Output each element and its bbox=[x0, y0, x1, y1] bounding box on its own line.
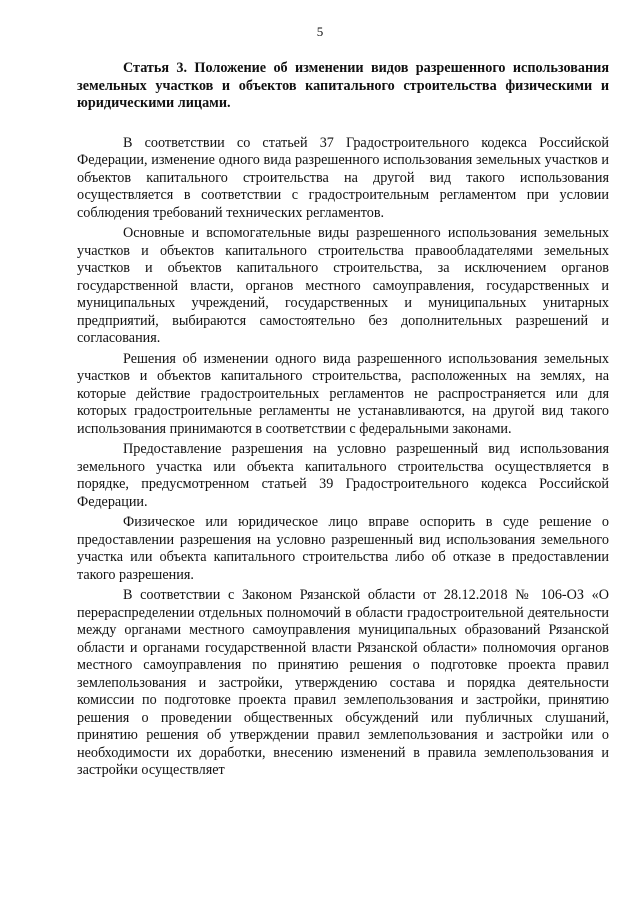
paragraph-1: В соответствии со статьей 37 Градостроительного кодекса Российской Федерации, изменение одного вида разрешенного использования земельных участков и объектов капитального строительства на другой вид такого использования осуществляется в соответствии с градостроительным регламентом при условии соблюдения требований технических регламентов. bbox=[77, 134, 609, 221]
paragraph-5: Физическое или юридическое лицо вправе оспорить в суде решение о предоставлении разрешения на условно разрешенный вид использования земельного участка или объекта капитального строительства либо об отказе в предоставлении такого разрешения. bbox=[77, 514, 609, 583]
paragraph-6: В соответствии с Законом Рязанской области от 28.12.2018 № 106-ОЗ «О перераспределении отдельных полномочий в области градостроительной деятельности между органами местного самоуправления муниципальных образований Рязанской области и органами государственной власти Рязанской области» полномочия органов местного самоуправления по принятию решения о подготовке проекта правил землепользования и застройки, утверждению состава и порядка деятельности комиссии по подготовке проекта правил землепользования и застройки, принятию решения о проведении общественных обсуждений или публичных слушаний, принятию решения об утверждении правил землепользования и застройки или о необходимости их доработки, внесению изменений в правила землепользования и застройки осуществляет bbox=[77, 587, 609, 778]
paragraph-2: Основные и вспомогательные виды разрешенного использования земельных участков и объектов капитального строительства правообладателями земельных участков и объектов капитального строительства, за исключением органов государственной власти, органов местного самоуправления, государственных и муниципальных учреждений, государственных и муниципальных унитарных предприятий, выбираются самостоятельно без дополнительных разрешений и согласования. bbox=[77, 225, 609, 346]
paragraph-3: Решения об изменении одного вида разрешенного использования земельных участков и объектов капитального строительства, расположенных на землях, на которые действие градостроительных регламентов не распространяется или для которых градостроительные регламенты не устанавливаются, на другой вид такого использования принимаются в соответствии с федеральными законами. bbox=[77, 350, 609, 437]
article-title: Статья 3. Положение об изменении видов разрешенного использования земельных участков и объектов капитального строительства физическими и юридическими лицами. bbox=[77, 60, 609, 111]
page-number: 5 bbox=[316, 24, 324, 39]
article-body bbox=[77, 60, 609, 783]
paragraph-4: Предоставление разрешения на условно разрешенный вид использования земельного участка или объекта капитального строительства осуществляется в порядке, предусмотренном статьей 39 Градостроительного кодекса Российской Федерации. bbox=[77, 441, 609, 510]
